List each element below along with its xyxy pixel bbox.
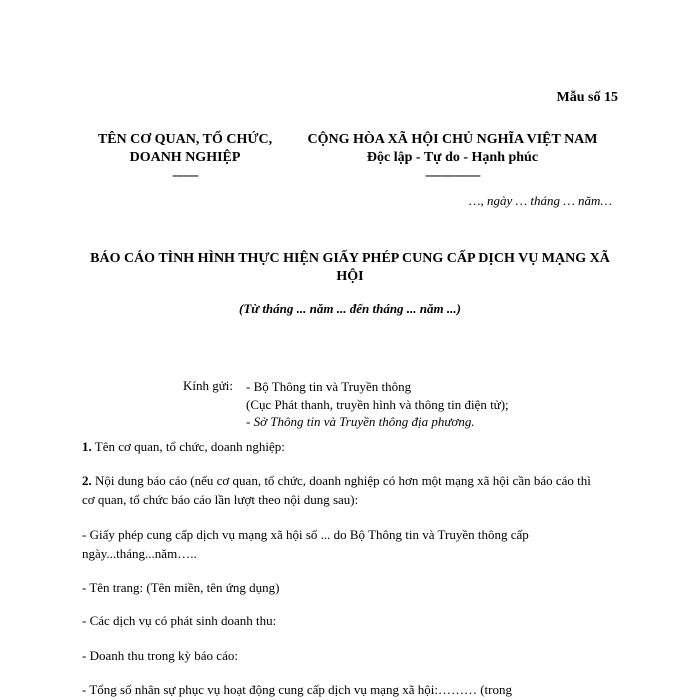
section-number: 2. xyxy=(82,473,92,488)
organization-header xyxy=(80,131,290,185)
organization-underline: ------- xyxy=(172,168,198,183)
bullet-license: - Giấy phép cung cấp dịch vụ mạng xã hội số ... do Bộ Thông tin và Truyền thông cấp ngày...tháng...năm….. xyxy=(82,527,529,561)
bullet-site-name: - Tên trang: (Tên miền, tên ứng dụng) xyxy=(82,580,280,595)
date-line: …, ngày … tháng … năm… xyxy=(468,193,612,208)
section-number: 1. xyxy=(82,439,92,454)
recipient-line3: - Sở Thông tin và Truyền thông địa phương. xyxy=(246,414,475,429)
organization-name-line1: TÊN CƠ QUAN, TỔ CHỨC, xyxy=(97,132,273,147)
recipient-list xyxy=(246,378,509,431)
national-title: CỘNG HÒA XÃ HỘI CHỦ NGHĨA VIỆT NAM xyxy=(307,132,598,147)
national-header xyxy=(285,131,620,185)
form-number: Mẫu số 15 xyxy=(556,90,618,105)
bullet-staff: - Tổng số nhân sự phục vụ hoạt động cung cấp dịch vụ mạng xã hội:……… (trong xyxy=(82,682,512,697)
recipient-line2: (Cục Phát thanh, truyền hình và thông tin điện tử); xyxy=(246,396,509,412)
report-title: BÁO CÁO TÌNH HÌNH THỰC HIỆN GIẤY PHÉP CUNG CẤP DỊCH VỤ MẠNG XÃ HỘI xyxy=(90,251,610,284)
national-motto: Độc lập - Tự do - Hạnh phúc xyxy=(366,150,539,165)
section-text: Tên cơ quan, tổ chức, doanh nghiệp: xyxy=(91,439,285,454)
section-1 xyxy=(82,437,602,456)
recipient-label: Kính gửi: xyxy=(183,378,234,393)
section-2 xyxy=(82,471,602,509)
bullet-revenue-services: - Các dịch vụ có phát sinh doanh thu: xyxy=(82,613,277,628)
section-text: Nội dung báo cáo (nếu cơ quan, tổ chức, doanh nghiệp có hơn một mạng xã hội cần báo cáo thì cơ quan, tổ chức báo cáo lần lượt theo nội dung sau): xyxy=(82,473,591,507)
bullet-revenue: - Doanh thu trong kỳ báo cáo: xyxy=(82,648,238,663)
report-period: (Từ tháng ... năm ... đến tháng ... năm ...) xyxy=(239,301,461,316)
recipient-line1: - Bộ Thông tin và Truyền thông xyxy=(246,379,412,394)
national-underline: --------------- xyxy=(425,168,480,183)
organization-name-line2: DOANH NGHIỆP xyxy=(129,150,241,165)
